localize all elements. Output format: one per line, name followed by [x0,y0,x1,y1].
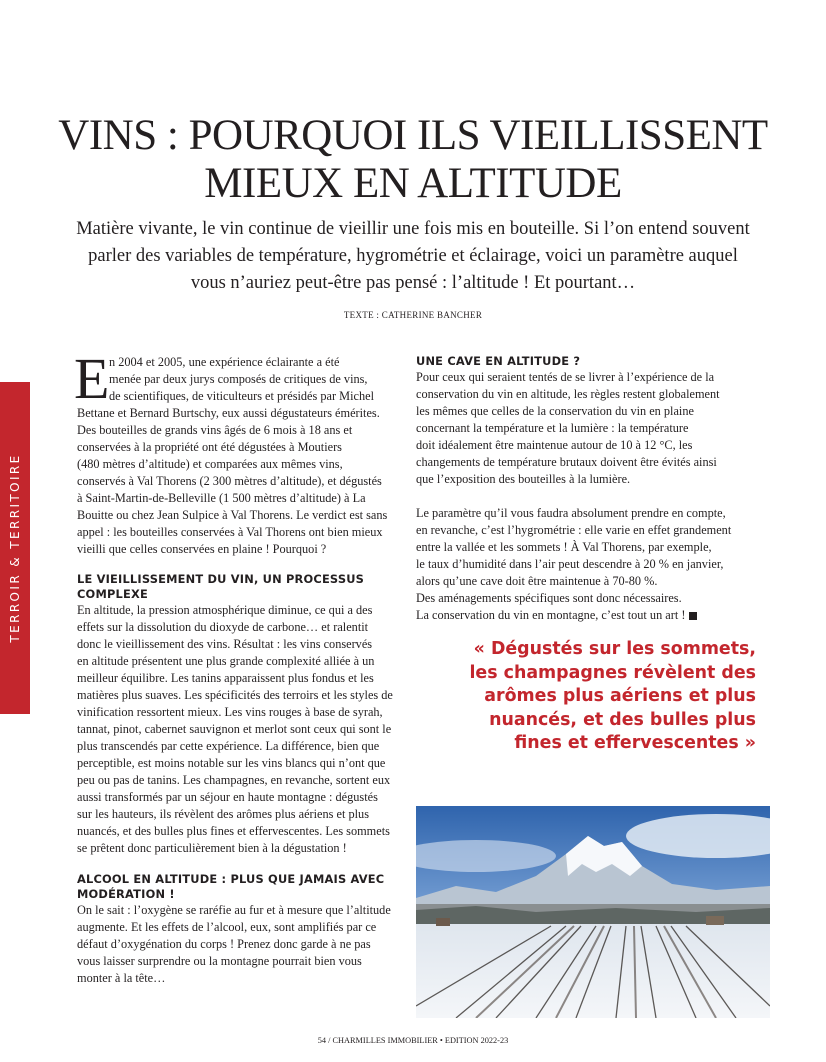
quote-line: arômes plus aériens et plus [484,686,756,706]
text-line: (480 mètres d’altitude) et comparées aux mêmes vins, [77,457,343,471]
text-line: peu ou pas de tanins. Les champagnes, en revanche, sortent eux [77,773,391,787]
section-heading [416,354,776,369]
text-line: donc le vieillissement des vins. Résultat : les vins conservés [77,637,373,651]
section-paragraph [416,369,776,488]
text-line: vinification ressortent mieux. Les vins rouges à base de syrah, [77,705,383,719]
text-line: entre la vallée et les sommets ! À Val Thorens, par exemple, [416,540,712,554]
text-line: Pour ceux qui seraient tentés de se livrer à l’expérience de la [416,370,715,384]
text-line: le taux d’humidité dans l’air peut descendre à 20 % en janvier, [416,557,724,571]
text-line-last [416,607,776,624]
text-line: conservation du vin en altitude, les règles restent globalement [416,387,720,401]
text-line: concernant la température et la lumière : la température [416,421,689,435]
section-paragraph [416,505,776,624]
text-line: augmente. Et les effets de l’alcool, eux, sont amplifiés par ce [77,920,377,934]
section-tab [0,382,30,714]
section-heading [77,572,407,602]
text-line: Le paramètre qu’il vous faudra absolument prendre en compte, [416,506,726,520]
text-line: nuancés, et des bulles plus fines et effervescentes. Les sommets [77,824,390,838]
quote-line: fines et effervescentes » [514,733,756,753]
heading-line: LE VIEILLISSEMENT DU VIN, UN PROCESSUS [77,572,365,586]
text-line: Bouitte ou chez Jean Sulpice à Val Thorens. Le verdict est sans [77,508,388,522]
heading-line: UNE CAVE EN ALTITUDE ? [416,354,581,368]
text-line: On le sait : l’oxygène se raréfie au fur et à mesure que l’altitude [77,903,391,917]
vineyard-photo [416,806,770,1018]
section-tab-label: TERROIR & TERRITOIRE [8,453,22,643]
text-line: les mêmes que celles de la conservation du vin en plaine [416,404,694,418]
text-line: Des bouteilles de grands vins âgés de 6 mois à 18 ans et [77,423,353,437]
left-column [74,346,407,987]
text-line: En altitude, la pression atmosphérique diminue, ce qui a des [77,603,373,617]
text-line: conservés à Val Thorens (2 300 mètres d’altitude), et dégustés [77,474,382,488]
heading-line: MODÉRATION ! [77,887,175,901]
text-line: doit idéalement être maintenue autour de 10 à 12 °C, les [416,438,693,452]
intro-paragraph [74,346,407,558]
section-heading [77,872,407,902]
text-line: Des aménagements spécifiques sont donc nécessaires. [416,591,682,605]
quote-line: nuancés, et des bulles plus [489,709,756,730]
right-column [416,354,776,624]
snowy-vineyard-image [416,806,770,1018]
text-line-text: La conservation du vin en montagne, c’est tout un art ! [416,608,686,622]
quote-line: les champagnes révèlent des [469,662,756,683]
pull-quote [402,638,756,756]
article-headline [40,112,786,208]
text-line: appel : les bouteilles conservées à Val Thorens ont bien mieux [77,525,383,539]
lead-line: parler des variables de température, hygrométrie et éclairage, voici un paramètre auquel [88,246,738,266]
text-line: monter à la tête… [77,971,166,985]
lead-line: vous n’auriez peut-être pas pensé : l’altitude ! Et pourtant… [190,273,636,293]
text-line: conservées à la propriété ont été dégustées à Moutiers [77,440,342,454]
text-line: effets sur la dissolution du dioxyde de carbone… et ralentit [77,620,369,634]
text-line: matières plus suaves. Les spécificités des terroirs et les styles de [77,688,393,702]
text-line: alors qu’une cave doit être maintenue à 70-80 %. [416,574,658,588]
headline-line: VINS : POURQUOI ILS VIEILLISSENT [58,112,768,159]
text-line: tannat, pinot, cabernet sauvignon et merlot sont ceux qui sont le [77,722,392,736]
section-paragraph [77,902,407,987]
heading-line: COMPLEXE [77,587,148,601]
text-line: en revanche, c’est l’hygrométrie : elle varie en effet grandement [416,523,732,537]
lead-line: Matière vivante, le vin continue de vieillir une fois mis en bouteille. Si l’on entend souvent [76,219,750,239]
section-paragraph [77,602,407,857]
text-line: n 2004 et 2005, une expérience éclairante a été [109,355,340,369]
text-line: à Saint-Martin-de-Belleville (1 500 mètres d’altitude) à La [77,491,366,505]
text-line: Bettane et Bernard Burtschy, eux aussi dégustateurs émérites. [77,406,380,420]
text-line: défaut d’oxygénation du corps ! Prenez donc garde à ne pas [77,937,371,951]
author-credit: TEXTE : CATHERINE BANCHER [343,310,483,320]
text-line: que l’exposition des bouteilles à la lumière. [416,472,631,486]
heading-line: ALCOOL EN ALTITUDE : PLUS QUE JAMAIS AVEC [77,872,385,886]
page-footer: 54 / CHARMILLES IMMOBILIER • EDITION 2022-23 [317,1036,509,1045]
text-line: changements de température brutaux doivent être évités ainsi [416,455,717,469]
text-line: sur les hauteurs, ils révèlent des arômes plus aériens et plus [77,807,369,821]
headline-line: MIEUX EN ALTITUDE [204,160,622,207]
text-line: se prêtent donc particulièrement bien à la dégustation ! [77,841,347,855]
text-line: plus transcendés par cette expérience. La différence, bien que [77,739,380,753]
drop-cap: E [74,346,110,411]
quote-line: « Dégustés sur les sommets, [473,639,756,659]
text-line: aussi transformés par un séjour en haute montagne : dégustés [77,790,378,804]
text-line: en altitude présentent une plus grande complexité alliée à un [77,654,375,668]
text-line: vous laisser surprendre ou la montagne pourrait bien vous [77,954,362,968]
text-line: vieilli que celles conservées en plaine ! Pourquoi ? [77,542,327,556]
text-line: meilleur équilibre. Les tanins apparaissent plus fondus et les [77,671,374,685]
text-line: menée par deux jurys composés de critiques de vins, [109,372,368,386]
text-line: perceptible, est moins notable sur les vins blancs qui n’ont que [77,756,386,770]
article-lead [60,216,766,297]
end-of-story-icon [689,612,697,620]
text-line: de scientifiques, de viticulteurs et présidés par Michel [109,389,374,403]
